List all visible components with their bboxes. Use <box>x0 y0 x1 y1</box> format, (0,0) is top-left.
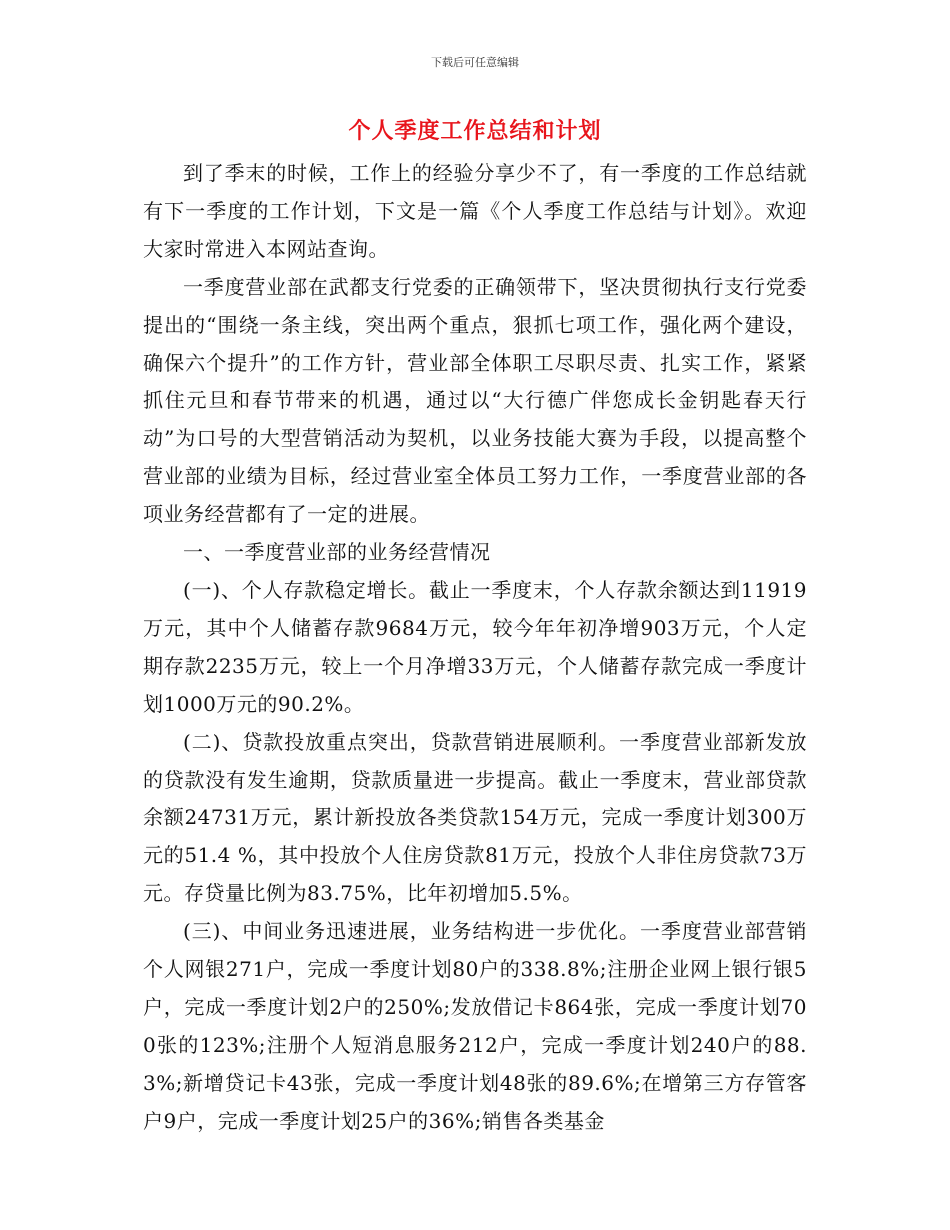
paragraph-loans: (二)、贷款投放重点突出，贷款营销进展顺利。一季度营业部新发放的贷款没有发生逾期，贷款质量进一步提高。截止一季度末，营业部贷款余额24731万元，累计新投放各类贷款154万元，完成一季度计划300万元的51.4 %，其中投放个人住房贷款81万元，投放个人非住房贷款73万元。存贷量比例为83.75%，比年初增加5.5%。 <box>143 729 807 906</box>
header-note: 下载后可任意编辑 <box>431 56 519 69</box>
paragraph-intermediary-business: (三)、中间业务迅速进展，业务结构进一步优化。一季度营业部营销个人网银271户，完成一季度计划80户的338.8%;注册企业网上银行银5户，完成一季度计划2户的250%;发放借记卡864张，完成一季度计划700张的123%;注册个人短消息服务212户，完成一季度计划240户的88.3%;新增贷记卡43张，完成一季度计划48张的89.6%;在增第三方存管客户9户，完成一季度计划25户的36%;销售各类基金 <box>143 919 807 1133</box>
document-body <box>143 155 807 1141</box>
section-heading: 一、一季度营业部的业务经营情况 <box>183 540 491 565</box>
paragraph-intro: 到了季末的时候，工作上的经验分享少不了，有一季度的工作总结就有下一季度的工作计划，下文是一篇《个人季度工作总结与计划》。欢迎大家时常进入本网站查询。 <box>143 161 807 261</box>
paragraph-overview: 一季度营业部在武都支行党委的正确领带下，坚决贯彻执行支行党委提出的“围绕一条主线，突出两个重点，狠抓七项工作，强化两个建设，确保六个提升”的工作方针，营业部全体职工尽职尽责、扎实工作，紧紧抓住元旦和春节带来的机遇，通过以“大行德广伴您成长金钥匙春天行动”为口号的大型营销活动为契机，以业务技能大赛为手段，以提高整个营业部的业绩为目标，经过营业室全体员工努力工作，一季度营业部的各项业务经营都有了一定的进展。 <box>143 274 807 527</box>
document-title: 个人季度工作总结和计划 <box>348 119 602 144</box>
paragraph-deposits: (一)、个人存款稳定增长。截止一季度末，个人存款余额达到11919万元，其中个人储蓄存款9684万元，较今年年初净增903万元，个人定期存款2235万元，较上一个月净增33万元，个人储蓄存款完成一季度计划1000万元的90.2%。 <box>143 577 807 716</box>
